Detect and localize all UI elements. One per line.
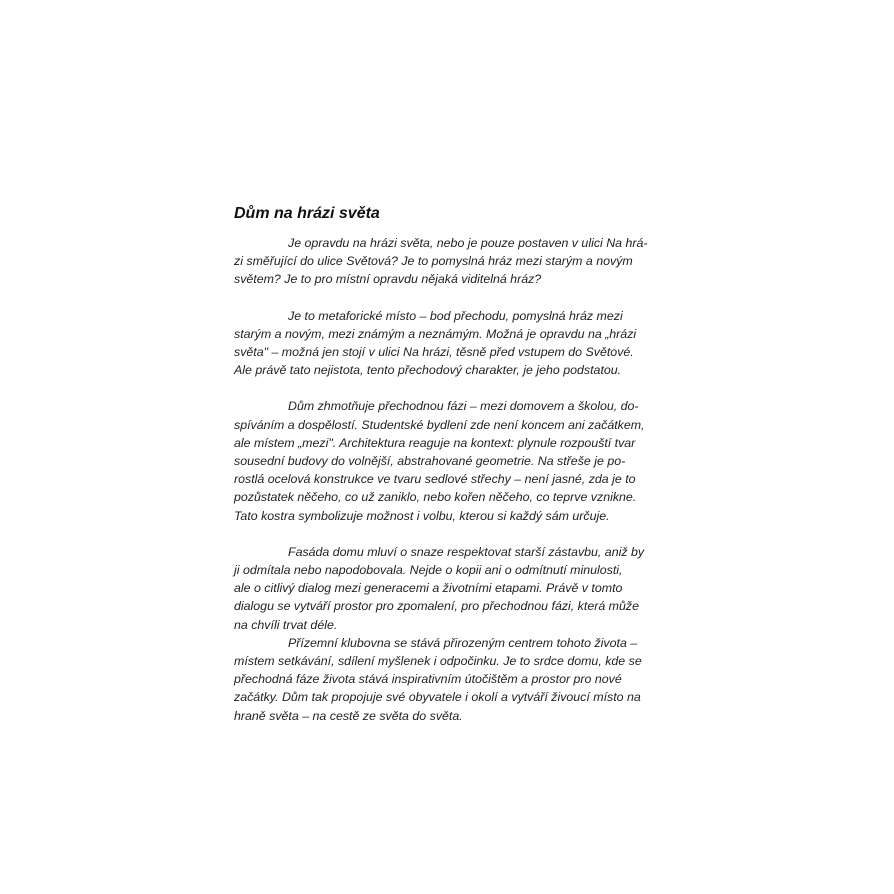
- text-line: na chvíli trvat déle.: [234, 617, 338, 632]
- paragraph: [234, 634, 666, 725]
- article-title: Dům na hrázi světa: [234, 205, 380, 222]
- text-line: začátky. Dům tak propojuje své obyvatele i okolí a vytváří živoucí místo na: [234, 690, 641, 705]
- paragraph: [234, 234, 666, 289]
- text-line: zi směřující do ulice Světová? Je to pomyslná hráz mezi starým a novým: [234, 254, 633, 269]
- text-line: světa" – možná jen stojí v ulici Na hrázi, těsně před vstupem do Světové.: [234, 345, 634, 360]
- text-line: přechodná fáze života stává inspirativním útočištěm a prostor pro nové: [234, 672, 622, 687]
- text-line: rostlá ocelová konstrukce ve tvaru sedlové střechy – není jasné, zda je to: [234, 472, 636, 487]
- text-line: místem setkávání, sdílení myšlenek i odpočinku. Je to srdce domu, kde se: [234, 654, 642, 669]
- paragraph: [234, 397, 666, 524]
- text-line: Fasáda domu mluví o snaze respektovat starší zástavbu, aniž by: [288, 544, 645, 559]
- text-line: sousední budovy do volnější, abstrahované geometrie. Na střeše je po-: [234, 454, 626, 469]
- text-line: ale o citlivý dialog mezi generacemi a životními etapami. Právě v tomto: [234, 581, 623, 596]
- text-line: pozůstatek něčeho, co už zaniklo, nebo kořen něčeho, co teprve vznikne.: [234, 490, 637, 505]
- text-line: spíváním a dospělostí. Studentské bydlení zde není koncem ani začátkem,: [234, 417, 645, 432]
- text-line: Dům zhmotňuje přechodnou fázi – mezi domovem a školou, do-: [288, 399, 639, 414]
- text-line: Ale právě tato nejistota, tento přechodový charakter, je jeho podstatou.: [234, 363, 622, 378]
- text-line: hraně světa – na cestě ze světa do světa.: [234, 708, 463, 723]
- text-line: ale místem „mezi". Architektura reaguje na kontext: plynule rozpouští tvar: [234, 435, 636, 450]
- paragraph: [234, 307, 666, 380]
- text-line: Tato kostra symbolizuje možnost i volbu, kterou si každý sám určuje.: [234, 508, 610, 523]
- text-line: Je opravdu na hrázi světa, nebo je pouze postaven v ulici Na hrá-: [288, 236, 648, 250]
- text-line: ji odmítala nebo napodobovala. Nejde o kopii ani o odmítnutí minulosti,: [234, 563, 623, 578]
- text-line: Je to metaforické místo – bod přechodu, pomyslná hráz mezi: [288, 308, 623, 323]
- paragraph: [234, 543, 666, 634]
- text-line: starým a novým, mezi známým a neznámým. Možná je opravdu na „hrázi: [234, 326, 637, 341]
- article: [234, 204, 666, 743]
- text-line: Přízemní klubovna se stává přirozeným centrem tohoto života –: [288, 635, 638, 650]
- text-line: světem? Je to pro místní opravdu nějaká viditelná hráz?: [234, 272, 542, 287]
- text-line: dialogu se vytváří prostor pro zpomalení, pro přechodnou fázi, která může: [234, 599, 639, 614]
